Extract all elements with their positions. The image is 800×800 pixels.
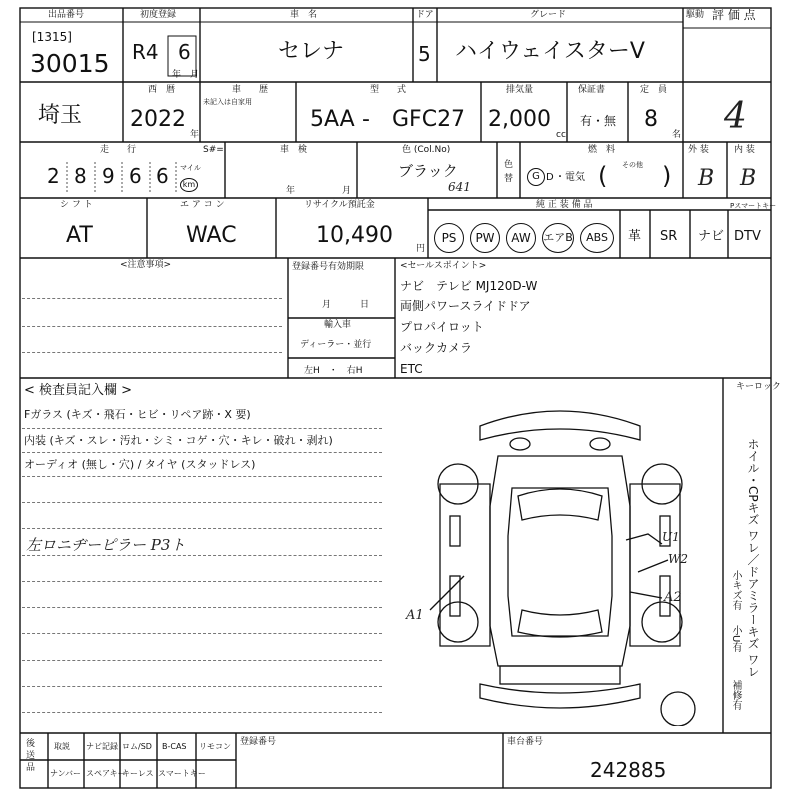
equip-sunroof: SR (660, 229, 678, 244)
model-dash: - (362, 107, 370, 132)
shift: AT (66, 223, 93, 248)
equip-aw-badge: AW (506, 223, 536, 253)
displacement: 2,000 (488, 107, 551, 132)
frame-number-label: 車台番号 (507, 737, 544, 747)
exterior-grade: B (698, 166, 715, 191)
first-reg-era: R4 (132, 40, 159, 64)
grade-label: グレード (530, 10, 567, 20)
footer-rom-sd: ロム/SD (122, 742, 152, 751)
model-prefix: 5AA (310, 107, 355, 132)
sales-point: ETC (400, 362, 423, 376)
dealer-parallel: ディーラー・並行 (300, 340, 372, 350)
shift-label: シ フ ト (60, 200, 93, 210)
person-unit: 名 (672, 130, 682, 140)
shaken-month-unit: 月 (342, 186, 352, 196)
damage-mark-a1: A1 (406, 608, 424, 623)
month-unit: 月 (190, 70, 200, 80)
inspector-handwritten-note: 左ロニヂーピラー P3ト (26, 536, 186, 554)
mileage-digit: 6 (156, 164, 169, 188)
footer-bcas: B-CAS (162, 742, 187, 751)
inspector-line (22, 607, 382, 608)
year-unit: 年 (172, 70, 182, 80)
shaken-year-unit: 年 (286, 186, 296, 196)
smartkey-label: Pスマートキー (730, 202, 777, 210)
record-expiry-label: 登録番号有効期限 (292, 262, 365, 272)
caution-label: <注意事項> (120, 260, 172, 270)
equip-navi: ナビ (698, 229, 725, 244)
inspector-line (22, 633, 382, 634)
fuel-electric: ・電気 (555, 172, 585, 183)
door-label: ドア (416, 10, 434, 20)
footer-spare-key: スペアキー (86, 769, 126, 778)
inspector-line-audio: オーディオ (無し・穴) / タイヤ (スタッドレス) (24, 458, 256, 471)
steering-side: 左H ・ 右H (304, 366, 363, 376)
damage-mark-a2: A2 (664, 590, 682, 605)
fuel-diesel: D (546, 172, 554, 183)
warranty-value: 有・無 (580, 114, 617, 128)
model-code: GFC27 (392, 107, 466, 132)
inspector-line (22, 686, 382, 687)
legend-repair: 補修有 (730, 680, 741, 710)
fuel-gasoline: G (527, 168, 545, 186)
equip-pw-badge: PW (470, 223, 500, 253)
legend-small-dent: 小U有 (730, 625, 741, 653)
footer-manual: 取説 (54, 742, 70, 751)
color-no: 641 (448, 180, 471, 194)
color-label: 色 (Col.No) (402, 145, 451, 155)
mileage-digit: 6 (129, 164, 142, 188)
inspector-line (22, 555, 382, 556)
interior-grade: B (740, 166, 757, 191)
inspector-line (22, 452, 382, 453)
damage-mark-w2: W2 (668, 552, 688, 566)
year: 2022 (130, 107, 186, 132)
inspector-line-interior: 内装 (キズ・スレ・汚れ・シミ・コゲ・穴・キレ・破れ・剥れ) (24, 434, 333, 447)
cc-unit: cc (556, 130, 566, 140)
inspector-line (22, 428, 382, 429)
equipment-label: 純 正 装 備 品 (536, 200, 593, 210)
door-count: 5 (418, 42, 431, 66)
fuel-paren-open: ( (598, 162, 608, 190)
car-name-label: 車 名 (290, 10, 318, 20)
model-label: 型 式 (370, 85, 407, 95)
caution-line (22, 352, 282, 353)
wheel-damage-legend: ホイル・CPキズ ワレ／ドアミラーキズ ワレ (746, 438, 760, 678)
displacement-label: 排気量 (506, 85, 534, 95)
sales-point: バックカメラ (400, 341, 473, 355)
record-day: 日 (360, 300, 370, 310)
region: 埼玉 (38, 103, 83, 128)
exterior-label: 外 装 (688, 145, 709, 155)
color-change-label: 色替 (504, 160, 514, 184)
caution-line (22, 298, 282, 299)
fuel-label: 燃 料 (588, 145, 616, 155)
recycle-fee: 10,490 (316, 223, 393, 248)
drive-label: 駆動 (686, 10, 705, 20)
frame-number: 242885 (590, 758, 667, 782)
interior-label: 内 装 (734, 145, 755, 155)
year-label: 西 暦 (148, 85, 176, 95)
equip-leather: 革 (628, 229, 642, 244)
import-label: 輸入車 (324, 320, 352, 330)
history-label: 車 歴 (232, 85, 269, 95)
sharp-label: S#= (203, 145, 224, 155)
first-reg-month: 6 (178, 40, 191, 64)
aircon: WAC (186, 223, 237, 248)
legend-small-scratch: 小キズ有 (730, 570, 741, 610)
inspector-line (22, 660, 382, 661)
inspector-line (22, 502, 382, 503)
mileage-unit-km: km (180, 178, 198, 192)
inspector-line (22, 476, 382, 477)
score-value: 4 (724, 96, 747, 137)
mileage-digit: 8 (74, 164, 87, 188)
recycle-label: リサイクル預託金 (304, 200, 375, 210)
footer-navi-record: ナビ記録 (86, 742, 118, 751)
first-reg-label: 初度登録 (140, 10, 177, 20)
warranty-label: 保証書 (578, 85, 606, 95)
aircon-label: エ ア コ ン (180, 200, 225, 210)
sales-point: ナビ テレビ MJ120D-W (400, 279, 538, 293)
footer-keyless: キーレス (122, 769, 154, 778)
footer-number-plate: ナンバー (50, 769, 82, 778)
shaken-label: 車 検 (280, 145, 308, 155)
history-note: 未記入は自家用 (203, 98, 252, 106)
sales-point: 両側パワースライドドア (400, 299, 531, 313)
fuel-other: その他 (622, 161, 643, 169)
equip-dtv: DTV (734, 229, 761, 244)
footer-smart-key: スマートキー (158, 769, 206, 778)
color: ブラック (398, 162, 458, 180)
equip-airbag-badge: エアB (542, 223, 574, 253)
sales-point: プロパイロット (400, 320, 484, 334)
deferred-items-label: 後送品 (26, 739, 36, 773)
inspector-line-fglass: Fガラス (キズ・飛石・ヒビ・リペア跡・X 要) (24, 408, 251, 421)
fuel-paren-close: ) (662, 162, 672, 190)
equip-ps-badge: PS (434, 223, 464, 253)
year-unit-2: 年 (190, 130, 200, 140)
mileage-unit-mile: マイル (180, 164, 201, 172)
damage-mark-u1: U1 (662, 530, 680, 544)
lot-number: 30015 (30, 49, 110, 78)
lot-prefix: [1315] (32, 30, 72, 44)
mileage-label: 走 行 (100, 145, 137, 155)
equip-abs-badge: ABS (580, 223, 614, 253)
score-label: 評 価 点 (712, 8, 756, 22)
sales-label: <セールスポイント> (400, 261, 487, 271)
inspector-line (22, 712, 382, 713)
mileage-digit: 2 (47, 164, 60, 188)
inspector-line (22, 528, 382, 529)
capacity-label: 定 員 (640, 85, 668, 95)
inspector-title: < 検査員記入欄 > (24, 383, 133, 398)
capacity: 8 (644, 107, 658, 132)
caution-line (22, 326, 282, 327)
registration-label: 登録番号 (240, 737, 277, 747)
yen-unit: 円 (416, 244, 426, 254)
inspector-line (22, 581, 382, 582)
footer-remote: リモコン (199, 742, 231, 751)
keylock-label: キーロック (736, 382, 781, 392)
lot-label: 出品番号 (48, 10, 85, 20)
mileage-digit: 9 (102, 164, 115, 188)
grade: ハイウェイスターV (455, 39, 645, 64)
record-month: 月 (322, 300, 332, 310)
car-name: セレナ (278, 39, 345, 64)
